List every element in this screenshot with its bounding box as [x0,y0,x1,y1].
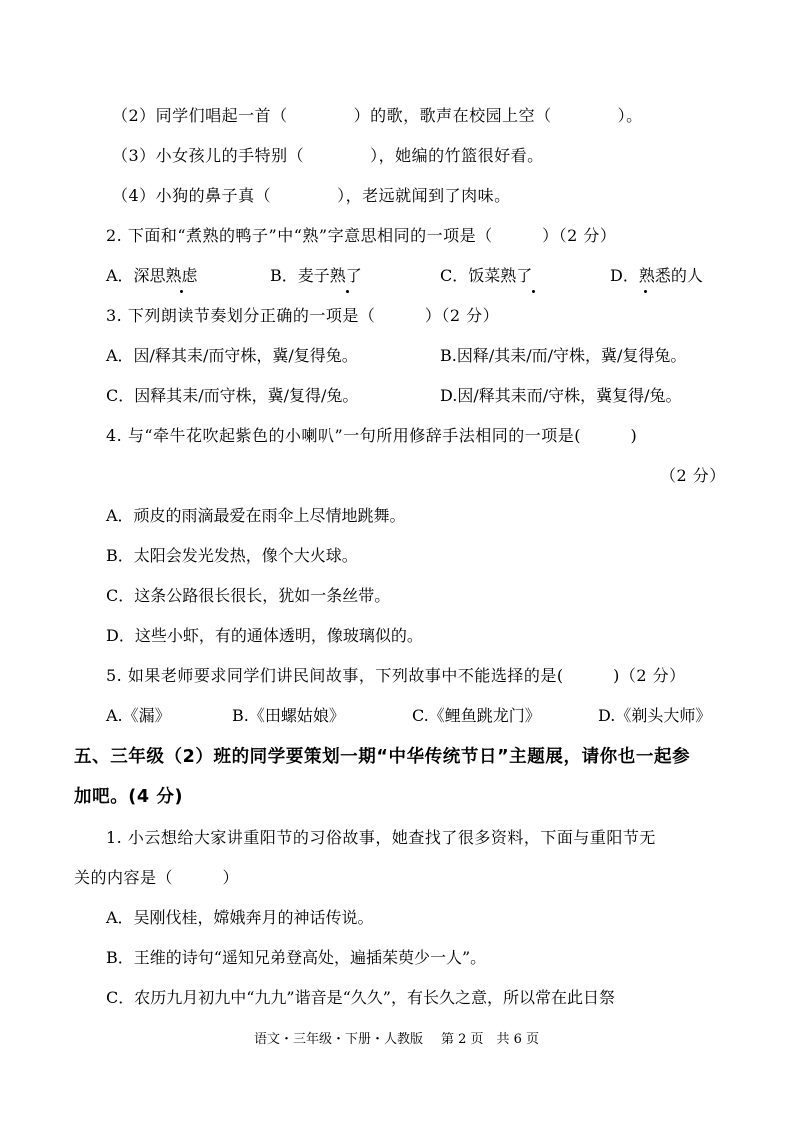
q4-score: （2 分） [660,466,726,485]
q5-option-c: C.《鲤鱼跳龙门》 [412,706,541,725]
s5-q1-option-c: C．农历九月初九中“九九”谐音是“久久”，有长久之意，所以常在此日祭 [106,988,615,1007]
q5-option-a: A.《漏》 [106,706,171,725]
q4-stem: 4. 与“牵牛花吹起紫色的小喇叭”一句所用修辞手法相同的一项是( ) [106,426,638,445]
page-footer [0,1032,793,1048]
emphasis-dot [180,290,183,293]
q5-option-d: D.《剃头大师》 [598,706,712,725]
section-5-heading: 五、三年级（2）班的同学要策划一期“中华传统节日”主题展，请你也一起参 [74,747,691,767]
q2-option-b: B．麦子熟了 [270,266,362,285]
q4-option-d: D．这些小虾，有的通体透明，像玻璃似的。 [106,626,423,645]
q3-option-b: B.因释/其耒/而/守株，冀/复得兔。 [440,346,687,365]
emphasis-dot [532,290,535,293]
q4-option-b: B．太阳会发光发热，像个大火球。 [106,546,358,565]
q2-option-d: D．熟悉的人 [610,266,703,285]
q2-option-c: C．饭菜熟了 [440,266,533,285]
s5-q1-stem-cont: 关的内容是（ ） [74,868,240,887]
q4-option-a: A．顽皮的雨滴最爱在雨伞上尽情地跳舞。 [106,506,406,525]
q1-item-3: （3）小女孩儿的手特别（ ），她编的竹篮很好看。 [112,146,544,165]
q3-option-a: A．因/释其耒/而守株，冀/复得兔。 [106,346,358,365]
s5-q1-option-a: A．吴刚伐桂，嫦娥奔月的神话传说。 [106,908,374,927]
q1-item-4: （4）小狗的鼻子真（ ），老远就闻到了肉味。 [112,186,511,205]
q3-option-c: C．因释其耒/而守株，冀/复得/兔。 [106,386,359,405]
q3-stem: 3. 下列朗读节奏划分正确的一项是（ ）（2 分） [106,306,500,325]
q5-stem: 5. 如果老师要求同学们讲民间故事，下列故事中不能选择的是( )（2 分） [106,666,686,685]
q2-stem: 2. 下面和“煮熟的鸭子”中“熟”字意思相同的一项是（ ）（2 分） [106,226,617,245]
emphasis-dot [644,290,647,293]
q2-option-a: A．深思熟虑 [106,266,198,285]
footer-book: 语文・三年级・下册・人教版 [253,1032,423,1047]
q5-option-b: B.《田螺姑娘》 [232,706,345,725]
q4-option-c: C．这条公路很长很长，犹如一条丝带。 [106,586,391,605]
q3-option-d: D.因/释其耒而/守株，冀复得/兔。 [440,386,682,405]
s5-q1-option-b: B．王维的诗句“遥知兄弟登高处，遍插茱萸少一人”。 [106,948,487,967]
q1-item-2: （2）同学们唱起一首（ ）的歌，歌声在校园上空（ ）。 [112,106,643,125]
emphasis-dot [346,290,349,293]
s5-q1-stem: 1. 小云想给大家讲重阳节的习俗故事，她查找了很多资料，下面与重阳节无 [106,828,656,847]
section-5-heading-cont: 加吧。(4 分) [74,787,184,807]
footer-page: 第 2 页 共 6 页 [440,1032,540,1047]
